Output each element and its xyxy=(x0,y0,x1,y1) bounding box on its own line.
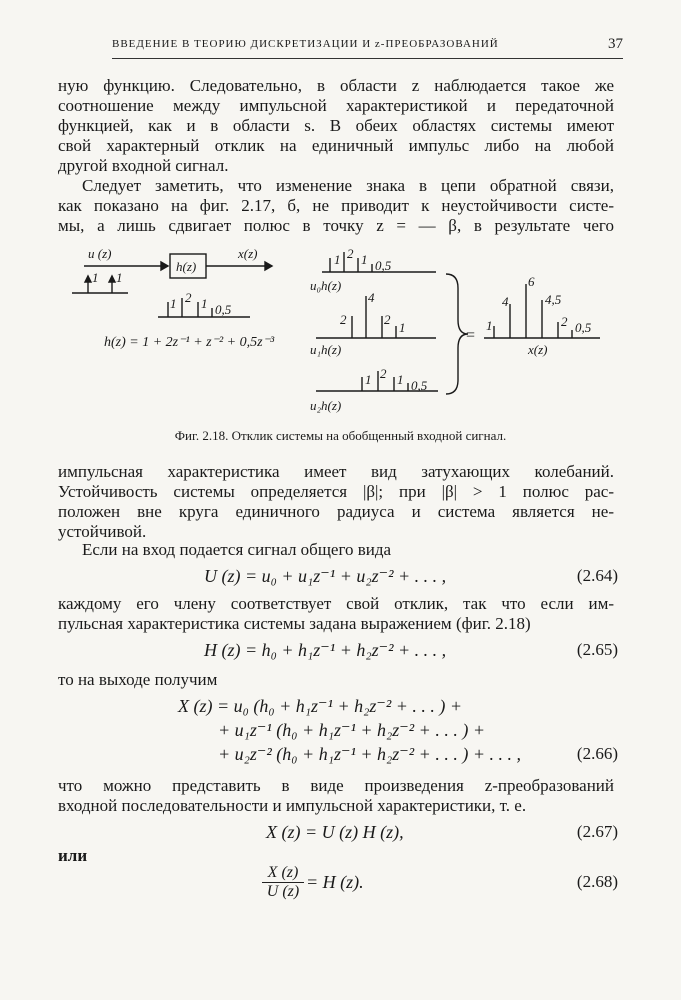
equation-2-65: H (z) = h₀ + h₁z⁻¹ + h₂z⁻² + . . . , xyxy=(204,640,447,660)
fraction xyxy=(262,864,304,901)
impulse-value: 0,5 xyxy=(411,378,428,393)
text-line: Следует заметить, что изменение знака в цепи обратной связи, xyxy=(82,176,614,195)
u0h-label: u₀h(z) xyxy=(310,278,342,293)
impulse-value: 0,5 xyxy=(375,258,392,273)
paragraph-1 xyxy=(58,76,614,176)
input-value: 1 xyxy=(116,270,123,285)
u2h-label: u₂h(z) xyxy=(310,398,342,413)
sum-value: 0,5 xyxy=(575,320,592,335)
text-line: Если на вход подается сигнал общего вида xyxy=(82,540,392,559)
text-line: входной последовательности и импульсной характеристики, т. е. xyxy=(58,796,527,815)
running-title: ВВЕДЕНИЕ В ТЕОРИЮ ДИСКРЕТИЗАЦИИ И z-ПРЕОБРАЗОВАНИЙ xyxy=(112,38,499,50)
paragraph-4 xyxy=(58,540,614,560)
brace xyxy=(446,274,468,394)
figure-caption: Фиг. 2.18. Отклик системы на обобщенный входной сигнал. xyxy=(174,428,507,443)
impulse-value: 1 xyxy=(397,372,404,387)
text-line: функцией, как и в области s. В обеих областях системы имеют xyxy=(58,116,614,135)
u1h-value: 1 xyxy=(399,320,406,335)
text-line: как показано на фиг. 2.17, б, не приводит к неустойчивости систе- xyxy=(58,196,614,215)
block-label: h(z) xyxy=(176,259,197,274)
figure-2-18 xyxy=(0,238,681,423)
equation-number: (2.67) xyxy=(576,822,618,841)
paragraph-5 xyxy=(58,594,614,634)
equation-2-66-line2: + u₁z⁻¹ (h₀ + h₁z⁻¹ + h₂z⁻² + . . . ) + xyxy=(218,720,485,740)
input-label: u (z) xyxy=(88,246,112,261)
equation-2-67: X (z) = U (z) H (z), xyxy=(266,822,404,842)
sum-value: 4 xyxy=(502,294,509,309)
paragraph-2 xyxy=(58,176,614,236)
impulse-value: 2 xyxy=(347,246,354,261)
input-value: 1 xyxy=(92,270,99,285)
impulse-value: 0,5 xyxy=(215,302,232,317)
paragraph-3 xyxy=(58,462,614,542)
text-line: соотношение между импульсной характеристикой и передаточной xyxy=(58,96,614,115)
arrow-icon xyxy=(265,262,272,270)
text-line: свой характерный отклик на единичный импульс либо на любой xyxy=(58,136,614,155)
equation-2-64: U (z) = u₀ + u₁z⁻¹ + u₂z⁻² + . . . , xyxy=(204,566,447,586)
fraction-denominator: U (z) xyxy=(266,883,300,900)
text-line: другой входной сигнал. xyxy=(58,156,229,175)
output-label: x(z) xyxy=(238,246,258,261)
fraction-numerator: X (z) xyxy=(262,864,304,883)
text-line: устойчивой. xyxy=(58,522,147,541)
u1h-value: 2 xyxy=(340,312,347,327)
u1h-value: 2 xyxy=(384,312,391,327)
u1h-value: 4 xyxy=(368,290,375,305)
sum-value: 4,5 xyxy=(545,292,562,307)
text-line: или xyxy=(58,846,88,865)
impulse-value: 1 xyxy=(170,296,177,311)
text-line: что можно представить в виде произведения z-преобразований xyxy=(58,776,614,795)
equation-number: (2.64) xyxy=(576,566,618,585)
text-line: мы, а лишь сдвигает полюс в точку z = — β, в результате чего xyxy=(58,216,614,235)
page-number: 37 xyxy=(608,36,623,52)
impulse-value: 1 xyxy=(334,252,341,267)
equation-2-68-rhs: = H (z). xyxy=(306,872,364,892)
paragraph-6 xyxy=(58,670,614,690)
equation-2-66-line3: + u₂z⁻² (h₀ + h₁z⁻¹ + h₂z⁻² + . . . ) + . . . , xyxy=(218,744,521,764)
text-line: импульсная характеристика имеет вид затухающих колебаний. xyxy=(58,462,614,481)
arrow-icon xyxy=(161,262,168,270)
equation-number: (2.65) xyxy=(576,640,618,659)
equals-sign: = xyxy=(466,327,476,344)
text-line: ную функцию. Следовательно, в области z наблюдается такое же xyxy=(58,76,614,95)
impulse-value: 1 xyxy=(361,252,368,267)
u1h-label: u₁h(z) xyxy=(310,342,342,357)
text-line: положен вне круга единичного радиуса и система является не- xyxy=(58,502,614,521)
text-line: каждому его члену соответствует свой отклик, так что если им- xyxy=(58,594,614,613)
connector-word xyxy=(58,846,614,866)
equation-number: (2.68) xyxy=(576,872,618,891)
equation-2-66-line1: X (z) = u₀ (h₀ + h₁z⁻¹ + h₂z⁻² + . . . ) + xyxy=(178,696,463,716)
sum-value: 6 xyxy=(528,274,535,289)
impulse-value: 1 xyxy=(201,296,208,311)
sum-label: x(z) xyxy=(528,342,548,357)
impulse-value: 1 xyxy=(365,372,372,387)
text-line: то на выходе получим xyxy=(58,670,218,689)
equation-number: (2.66) xyxy=(576,744,618,763)
sum-value: 2 xyxy=(561,314,568,329)
sum-value: 1 xyxy=(486,318,493,333)
impulse-value: 2 xyxy=(185,290,192,305)
text-line: пульсная характеристика системы задана выражением (фиг. 2.18) xyxy=(58,614,531,633)
paragraph-7 xyxy=(58,776,614,816)
hz-formula: h(z) = 1 + 2z⁻¹ + z⁻² + 0,5z⁻³ xyxy=(104,335,275,350)
impulse-value: 2 xyxy=(380,366,387,381)
running-header xyxy=(112,36,623,59)
text-line: Устойчивость системы определяется |β|; при |β| > 1 полюс рас- xyxy=(58,482,614,501)
